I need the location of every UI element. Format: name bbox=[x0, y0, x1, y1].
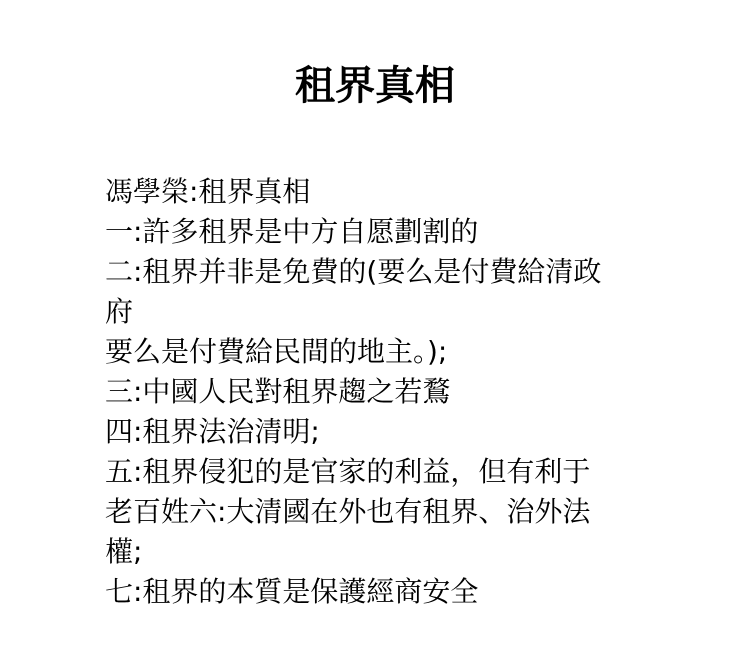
text-line-point-5: 五:租界侵犯的是官家的利益，但有利于 bbox=[105, 455, 591, 488]
text-line-point-2-cont-b: 要么是付費給民間的地主。); bbox=[105, 335, 448, 368]
text-line-point-3: 三:中國人民對租界趨之若鶩 bbox=[105, 375, 451, 408]
text-line-point-1: 一:許多租界是中方自愿劃割的 bbox=[105, 215, 479, 248]
text-line-point-2-cont-a: 府 bbox=[105, 295, 134, 328]
text-line-point-4: 四:租界法治清明; bbox=[105, 415, 320, 448]
text-line-point-5-6: 老百姓六:大清國在外也有租界、治外法 bbox=[105, 495, 591, 528]
text-line-point-6-cont: 權; bbox=[105, 535, 143, 568]
article-body bbox=[105, 172, 650, 612]
page-title: 租界真相 bbox=[295, 63, 455, 109]
text-line-point-2: 二:租界并非是免費的(要么是付費給清政 bbox=[105, 255, 602, 288]
text-line-author: 馮學榮:租界真相 bbox=[105, 175, 311, 208]
text-line-point-7: 七:租界的本質是保護經商安全 bbox=[105, 575, 479, 608]
